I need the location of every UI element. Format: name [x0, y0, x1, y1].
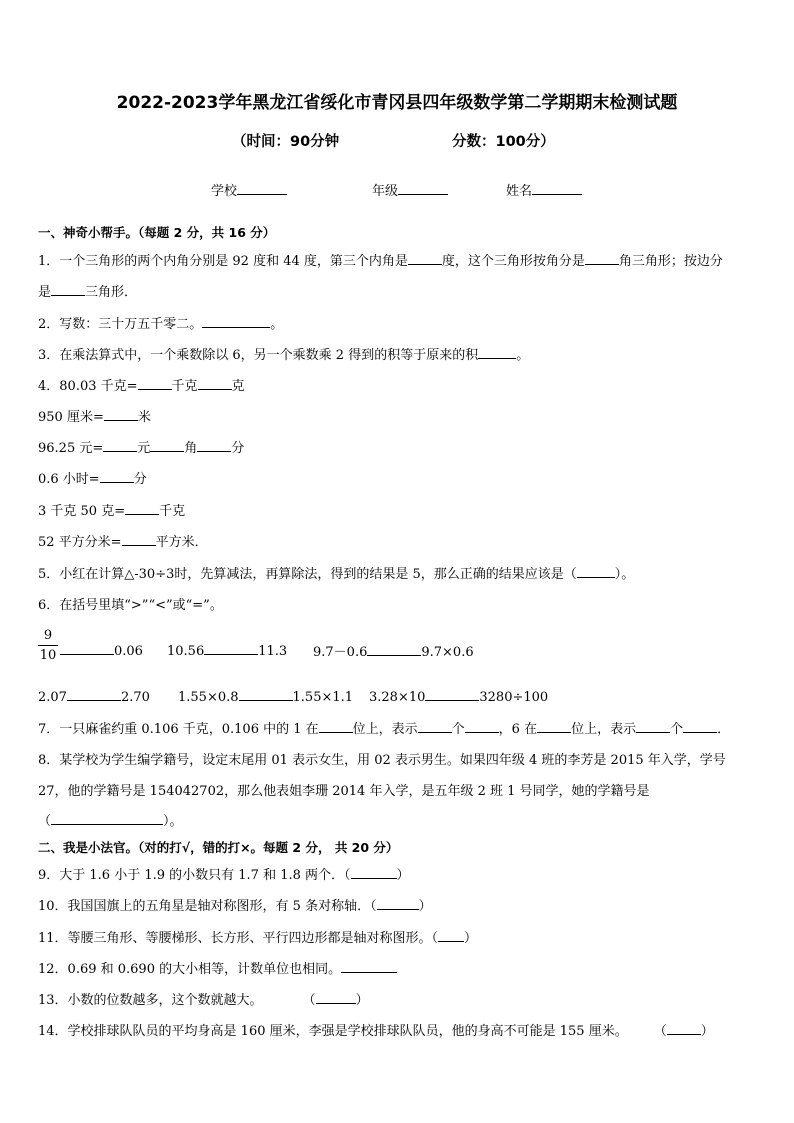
q2-blank[interactable] [202, 314, 270, 328]
question-4-line-5 [38, 500, 185, 519]
q13-blank[interactable] [316, 990, 356, 1004]
grade-field [372, 180, 448, 199]
fraction-numerator: 9 [43, 628, 53, 643]
compare-blank[interactable] [367, 642, 421, 656]
q13-open-paren: （ [302, 993, 316, 1008]
q1-text-b: 度，这个三角形按角分是 [441, 254, 585, 269]
question-13 [38, 989, 369, 1008]
compare-blank[interactable] [204, 641, 258, 655]
q2-end: 。 [270, 317, 284, 332]
q4-5-text-b: 千克 [159, 504, 186, 519]
q5-end: ）。 [614, 567, 635, 582]
grade-blank[interactable] [398, 181, 448, 195]
compare-left: 3.28×10 [369, 690, 426, 705]
compare-right: 1.55×1.1 [292, 690, 354, 705]
question-2 [38, 313, 283, 332]
q4-5-blank[interactable] [125, 501, 159, 515]
q9-blank[interactable] [351, 865, 397, 879]
q9-end: ） [396, 868, 410, 883]
q4-1-blank-2[interactable] [198, 376, 232, 390]
question-4-line-3 [38, 437, 244, 456]
compare-left: 10.56 [167, 644, 205, 659]
compare-right: 11.3 [258, 644, 288, 659]
compare-blank[interactable] [239, 687, 293, 701]
q7-blank-5[interactable] [636, 719, 670, 733]
q14-open-paren: （ [653, 1024, 667, 1039]
q5-text: 5．小红在计算△-30÷3时，先算减法，再算除法，得到的结果是 5，那么正确的结果应该是（ [38, 567, 577, 582]
compare-left: 9.7－0.6 [313, 645, 368, 660]
q10-text: 10．我国国旗上的五角星是轴对称图形，有 5 条对称轴．（ [38, 899, 377, 914]
q14-blank[interactable] [667, 1021, 701, 1035]
q4-6-blank[interactable] [122, 532, 156, 546]
question-12 [38, 958, 397, 977]
question-14 [38, 1020, 714, 1039]
q7-text-g: ． [717, 722, 731, 737]
question-10 [38, 895, 432, 914]
q8-open-paren: （ [38, 814, 52, 829]
name-label: 姓名 [506, 184, 533, 199]
q4-1-text-b: 千克 [171, 379, 198, 394]
q4-5-text-a: 3 千克 50 克= [38, 504, 126, 519]
q4-3-blank-2[interactable] [150, 438, 184, 452]
compare-r2-c1 [38, 687, 150, 705]
q10-end: ） [418, 899, 432, 914]
q11-blank[interactable] [438, 928, 464, 942]
question-1-line-2 [38, 281, 137, 300]
q14-end: ） [700, 1024, 714, 1039]
q7-blank-6[interactable] [683, 719, 717, 733]
q7-text-b: 位上，表示 [352, 722, 418, 737]
q4-4-text-b: 分 [133, 472, 147, 487]
q5-blank[interactable] [577, 564, 615, 578]
q13-text: 13．小数的位数越多，这个数就越大。 [38, 993, 263, 1008]
compare-r2-c2 [178, 687, 353, 705]
q1-text-d: 是 [38, 285, 52, 300]
q4-2-blank[interactable] [104, 407, 138, 421]
q4-2-text-a: 950 厘米= [38, 410, 104, 425]
compare-r1-c2 [167, 641, 287, 659]
q7-blank-3[interactable] [465, 719, 499, 733]
q7-text-d: ，6 在 [498, 722, 538, 737]
q2-text: 2．写数：三十万五千零二。 [38, 317, 203, 332]
question-1-line-1 [38, 250, 723, 269]
q1-blank-2[interactable] [585, 251, 619, 265]
fraction-bar [38, 645, 58, 646]
q4-3-text-b: 元 [137, 441, 151, 456]
school-field [211, 180, 287, 199]
name-blank[interactable] [532, 181, 582, 195]
time-limit: （时间：90分钟 [232, 134, 340, 150]
q10-blank[interactable] [377, 896, 419, 910]
compare-right: 9.7×0.6 [421, 645, 474, 660]
compare-blank[interactable] [60, 641, 114, 655]
question-4-line-1 [38, 375, 245, 394]
q1-text-a: 1．一个三角形的两个内角分别是 92 度和 44 度，第三个内角是 [38, 254, 408, 269]
q4-3-text-a: 96.25 元= [38, 441, 104, 456]
compare-blank[interactable] [67, 687, 121, 701]
compare-left: 1.55×0.8 [178, 690, 239, 705]
compare-r2-c3 [369, 687, 548, 705]
question-4-line-2 [38, 406, 151, 425]
q12-blank[interactable] [341, 959, 397, 973]
school-blank[interactable] [237, 181, 287, 195]
q8-close-paren: ）。 [163, 814, 183, 829]
exam-title: 2022-2023学年黑龙江省绥化市青冈县四年级数学第二学期期末检测试题 [116, 93, 678, 113]
question-4-line-6 [38, 531, 208, 550]
question-3 [38, 344, 529, 363]
q7-blank-2[interactable] [418, 719, 452, 733]
q1-text-e: 三角形． [85, 285, 138, 300]
fraction-nine-tenths [38, 628, 58, 663]
q4-6-text-a: 52 平方分米= [38, 535, 122, 550]
question-7 [38, 718, 730, 737]
q4-1-blank-1[interactable] [138, 376, 172, 390]
q4-1-text-a: 4．80.03 千克= [38, 379, 138, 394]
question-8-line-1: 8．某学校为学生编学籍号，设定末尾用 01 表示女生，用 02 表示男生。如果四年级 4 班的李芳是 2015 年入学，学号 [38, 753, 726, 768]
question-11 [38, 927, 477, 946]
q4-4-blank[interactable] [100, 469, 134, 483]
total-score: 分数：100分） [452, 134, 555, 150]
q7-blank-1[interactable] [319, 719, 353, 733]
q7-text-c: 个 [451, 722, 465, 737]
question-5 [38, 563, 634, 582]
q7-blank-4[interactable] [537, 719, 571, 733]
q4-3-blank-3[interactable] [197, 438, 231, 452]
q4-2-text-b: 米 [137, 410, 151, 425]
q4-4-text-a: 0.6 小时= [38, 472, 100, 487]
compare-right: 0.06 [114, 644, 143, 659]
compare-blank[interactable] [425, 687, 479, 701]
compare-r1-c1 [60, 641, 143, 659]
q4-3-text-c: 角 [184, 441, 198, 456]
q7-text-f: 个 [670, 722, 684, 737]
q14-text: 14．学校排球队队员的平均身高是 160 厘米，李强是学校排球队队员，他的身高不可能是 155 厘米。 [38, 1024, 628, 1039]
q12-text: 12．0.69 和 0.690 的大小相等，计数单位也相同。 [38, 962, 342, 977]
compare-right: 2.70 [120, 690, 150, 705]
q8-blank[interactable] [51, 811, 163, 825]
q1-blank-1[interactable] [408, 251, 442, 265]
question-4-line-4 [38, 468, 147, 487]
q1-text-c: 角三角形；按边分 [618, 254, 723, 269]
question-6: 6．在括号里填“>”“<”或“=”。 [38, 598, 223, 613]
q11-text: 11．等腰三角形、等腰梯形、长方形、平行四边形都是轴对称图形。（ [38, 931, 439, 946]
grade-label: 年级 [372, 184, 399, 199]
q7-text-e: 位上，表示 [571, 722, 637, 737]
fraction-denominator: 10 [39, 648, 57, 663]
q13-end: ） [355, 993, 369, 1008]
compare-left: 2.07 [38, 690, 67, 705]
name-field [506, 180, 582, 199]
school-label: 学校 [211, 184, 238, 199]
q4-1-text-c: 克 [231, 379, 245, 394]
q1-blank-3[interactable] [51, 282, 85, 296]
compare-r1-c3 [313, 641, 474, 660]
q4-3-blank-1[interactable] [103, 438, 137, 452]
q4-3-text-d: 分 [231, 441, 245, 456]
q9-text: 9．大于 1.6 小于 1.9 的小数只有 1.7 和 1.8 两个．（ [38, 868, 351, 883]
compare-right: 3280÷100 [479, 690, 549, 705]
question-8-line-3 [38, 810, 183, 829]
section-1-heading: 一、神奇小帮手。（每题 2 分，共 16 分） [38, 225, 276, 240]
section-2-heading: 二、我是小法官。（对的打√，错的打×。每题 2 分， 共 20 分） [38, 840, 399, 855]
question-9 [38, 864, 410, 883]
q4-6-text-b: 平方米． [155, 535, 208, 550]
q3-end: 。 [516, 348, 530, 363]
question-8-line-2: 27，他的学籍号是 154042702，那么他表姐李珊 2014 年入学，是五年级 2 班 1 号同学，她的学籍号是 [38, 784, 650, 799]
q3-text: 3．在乘法算式中，一个乘数除以 6，另一个乘数乘 2 得到的积等于原来的积 [38, 348, 479, 363]
q7-text-a: 7．一只麻雀约重 0.106 千克，0.106 中的 1 在 [38, 722, 319, 737]
q11-end: ） [464, 931, 478, 946]
q3-blank[interactable] [478, 345, 516, 359]
